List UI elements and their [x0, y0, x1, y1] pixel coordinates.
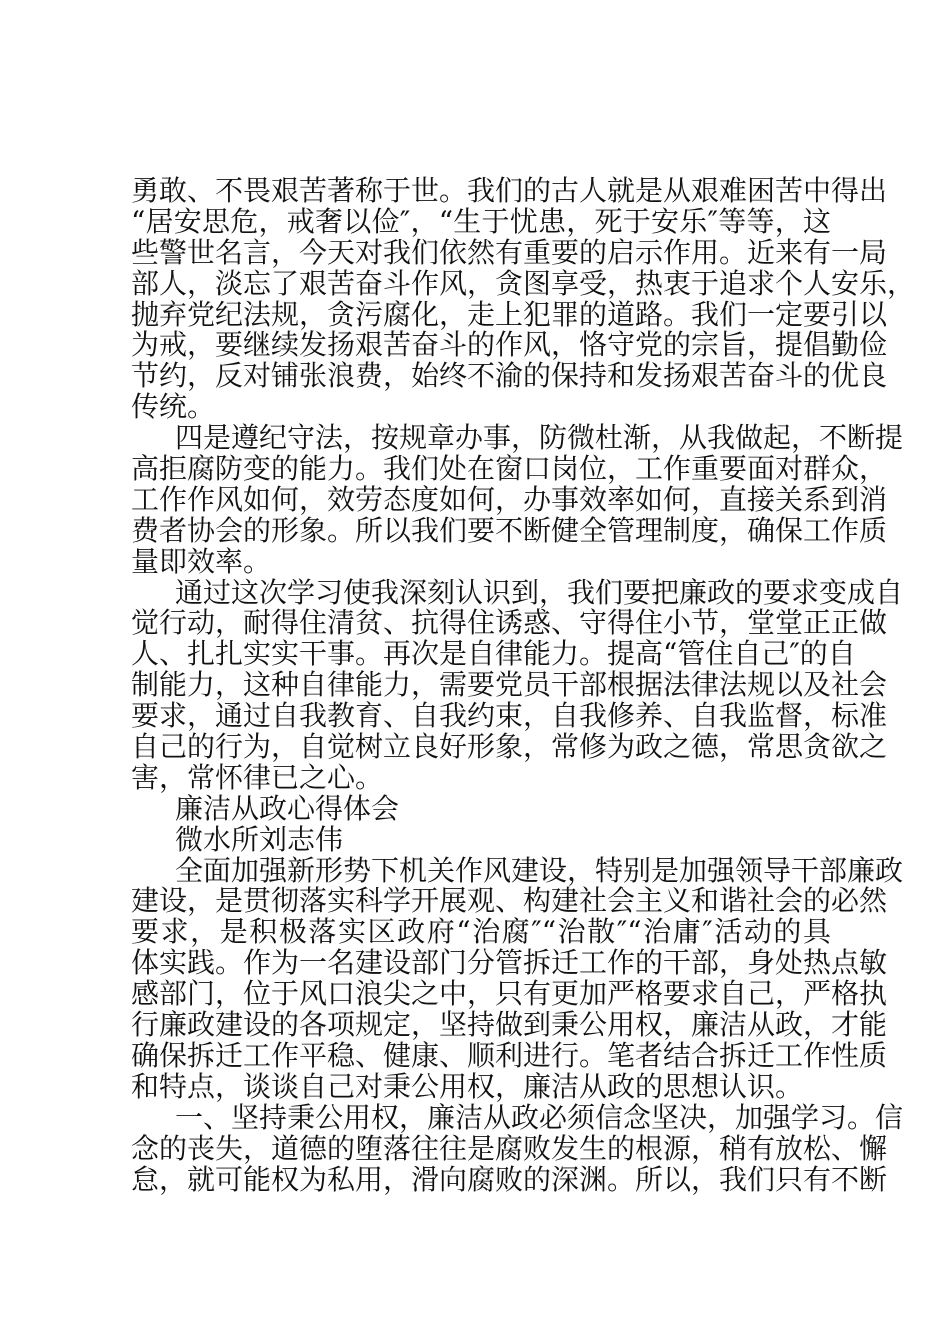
text-line: 一、坚持秉公用权，廉洁从政必须信念坚决，加强学习。信: [175, 1100, 904, 1134]
text-line: 四是遵纪守法，按规章办事，防微杜渐，从我做起，不断提: [175, 421, 904, 455]
text-line: 念的丧失，道德的堕落往往是腐败发生的根源，稍有放松、懈: [131, 1131, 888, 1165]
text-line: 觉行动，耐得住清贫、抗得住诱惑、守得住小节，堂堂正正做: [131, 606, 888, 640]
text-line: 费者协会的形象。所以我们要不断健全管理制度，确保工作质: [131, 513, 888, 547]
text-line: 怠，就可能权为私用，滑向腐败的深渊。所以，我们只有不断: [131, 1162, 888, 1196]
text-line: 人、扎扎实实干事。再次是自律能力。提高“管住自己″的自: [131, 637, 856, 671]
text-line: 部人，淡忘了艰苦奋斗作风，贪图享受，热衷于追求个人安乐，: [131, 266, 916, 300]
text-line: 廉洁从政心得体会: [175, 791, 400, 825]
text-line: 和特点，谈谈自己对秉公用权，廉洁从政的思想认识。: [131, 1069, 804, 1103]
text-line: 体实践。作为一名建设部门分管拆迁工作的干部，身处热点敏: [131, 946, 888, 980]
text-line: 害，常怀律已之心。: [131, 760, 384, 794]
text-line: 确保拆迁工作平稳、健康、顺利进行。笔者结合拆迁工作性质: [131, 1038, 888, 1072]
text-line: 为戒，要继续发扬艰苦奋斗的作风，恪守党的宗旨，提倡勤俭: [131, 328, 888, 362]
text-line: 传统。: [131, 390, 216, 424]
text-line: 抛弃党纪法规，贪污腐化，走上犯罪的道路。我们一定要引以: [131, 297, 888, 331]
text-line: 节约，反对铺张浪费，始终不渝的保持和发扬艰苦奋斗的优良: [131, 359, 888, 393]
text-line: 量即效率。: [131, 544, 272, 578]
text-line: “居安思危，戒奢以俭″，“生于忧患，死于安乐″等等，这: [131, 204, 831, 238]
text-line: 全面加强新形势下机关作风建设，特别是加强领导干部廉政: [175, 853, 904, 887]
text-line: 要求，是积极落实区政府“治腐″“治散″“治庸″活动的具: [131, 915, 831, 949]
text-line: 勇敢、不畏艰苦著称于世。我们的古人就是从艰难困苦中得出: [131, 174, 888, 207]
text-line: 建设，是贯彻落实科学开展观、构建社会主义和谐社会的必然: [131, 884, 888, 918]
text-line: 行廉政建设的各项规定，坚持做到秉公用权，廉洁从政，才能: [131, 1008, 888, 1042]
text-line: 微水所刘志伟: [175, 822, 344, 856]
text-line: 制能力，这种自律能力，需要党员干部根据法律法规以及社会: [131, 668, 888, 702]
text-line: 工作作风如何，效劳态度如何，办事效率如何，直接关系到消: [131, 482, 888, 516]
text-line: 自己的行为，自觉树立良好形象，常修为政之德，常思贪欲之: [131, 730, 888, 764]
text-line: 要求，通过自我教育、自我约束，自我修养、自我监督，标准: [131, 699, 888, 733]
text-line: 高拒腐防变的能力。我们处在窗口岗位，工作重要面对群众，: [131, 452, 888, 486]
text-line: 些警世名言，今天对我们依然有重要的启示作用。近来有一局: [131, 235, 888, 269]
text-line: 感部门，位于风口浪尖之中，只有更加严格要求自己，严格执: [131, 977, 888, 1011]
document-body: [131, 174, 916, 1196]
text-line: 通过这次学习使我深刻认识到，我们要把廉政的要求变成自: [175, 575, 904, 609]
